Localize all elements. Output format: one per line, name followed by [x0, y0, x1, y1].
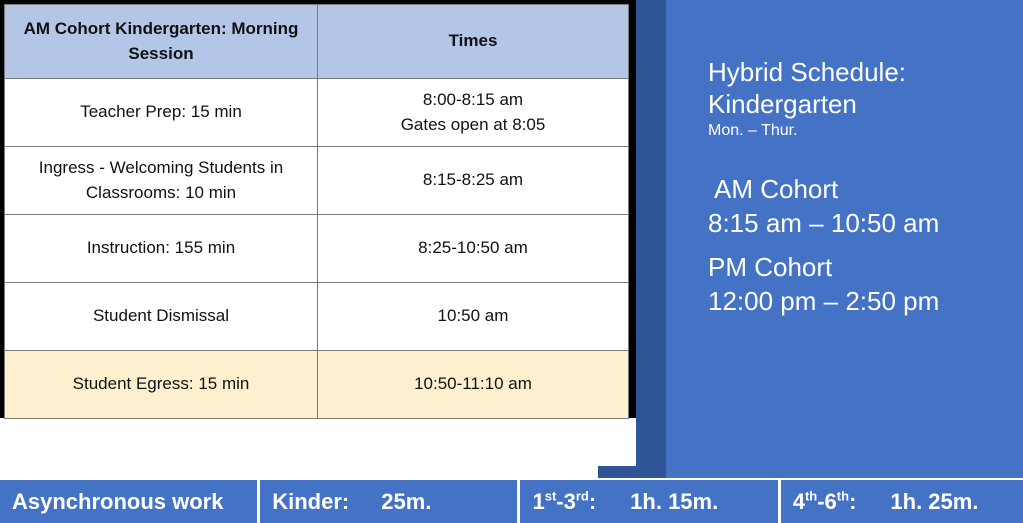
pm-cohort-time: 12:00 pm – 2:50 pm [708, 286, 940, 316]
async-label-cell [0, 480, 257, 523]
grades-1-3-label: 1st-3rd: [532, 488, 597, 514]
table-row-highlighted [5, 351, 629, 419]
table-row [5, 79, 629, 147]
schedule-table-frame [0, 0, 636, 418]
time-cell: 8:15-8:25 am [318, 147, 629, 215]
table-row [5, 147, 629, 215]
activity-cell: Ingress - Welcoming Students in Classrooms: 10 min [5, 147, 318, 215]
grades-4-6-label: 4th-6th: [792, 488, 857, 514]
panel-title-line1: Hybrid Schedule: [708, 57, 906, 87]
header-times: Times [318, 5, 629, 79]
schedule-summary-panel [666, 0, 1023, 478]
asynchronous-bar [0, 480, 1023, 523]
kinder-value: 25m. [381, 488, 432, 514]
time-value: 8:00-8:15 am [422, 89, 524, 109]
am-cohort-label: AM Cohort [714, 174, 839, 204]
kinder-label: Kinder: [272, 488, 350, 514]
pm-cohort-label: PM Cohort [708, 252, 833, 282]
time-cell: 10:50-11:10 am [318, 351, 629, 419]
grades-1-3-cell [520, 480, 777, 523]
summary-text [708, 56, 939, 318]
activity-cell: Student Egress: 15 min [5, 351, 318, 419]
grades-4-6-value: 1h. 25m. [890, 488, 979, 514]
panel-shadow-foot [598, 466, 666, 478]
time-cell: 8:25-10:50 am [318, 215, 629, 283]
activity-cell: Student Dismissal [5, 283, 318, 351]
table-header-row [5, 5, 629, 79]
grades-4-6-cell [781, 480, 1023, 523]
header-session: AM Cohort Kindergarten: Morning Session [5, 5, 318, 79]
kinder-cell [260, 480, 517, 523]
panel-days: Mon. – Thur. [708, 122, 798, 139]
table-row [5, 283, 629, 351]
panel-shadow [636, 0, 666, 478]
async-label: Asynchronous work [12, 488, 224, 514]
activity-cell: Teacher Prep: 15 min [5, 79, 318, 147]
schedule-table [4, 4, 629, 419]
am-cohort-time: 8:15 am – 10:50 am [708, 208, 940, 238]
time-note: Gates open at 8:05 [400, 114, 546, 134]
activity-cell: Instruction: 155 min [5, 215, 318, 283]
panel-title-line2: Kindergarten [708, 89, 857, 119]
time-cell [318, 79, 629, 147]
table-row [5, 215, 629, 283]
time-cell: 10:50 am [318, 283, 629, 351]
grades-1-3-value: 1h. 15m. [630, 488, 719, 514]
